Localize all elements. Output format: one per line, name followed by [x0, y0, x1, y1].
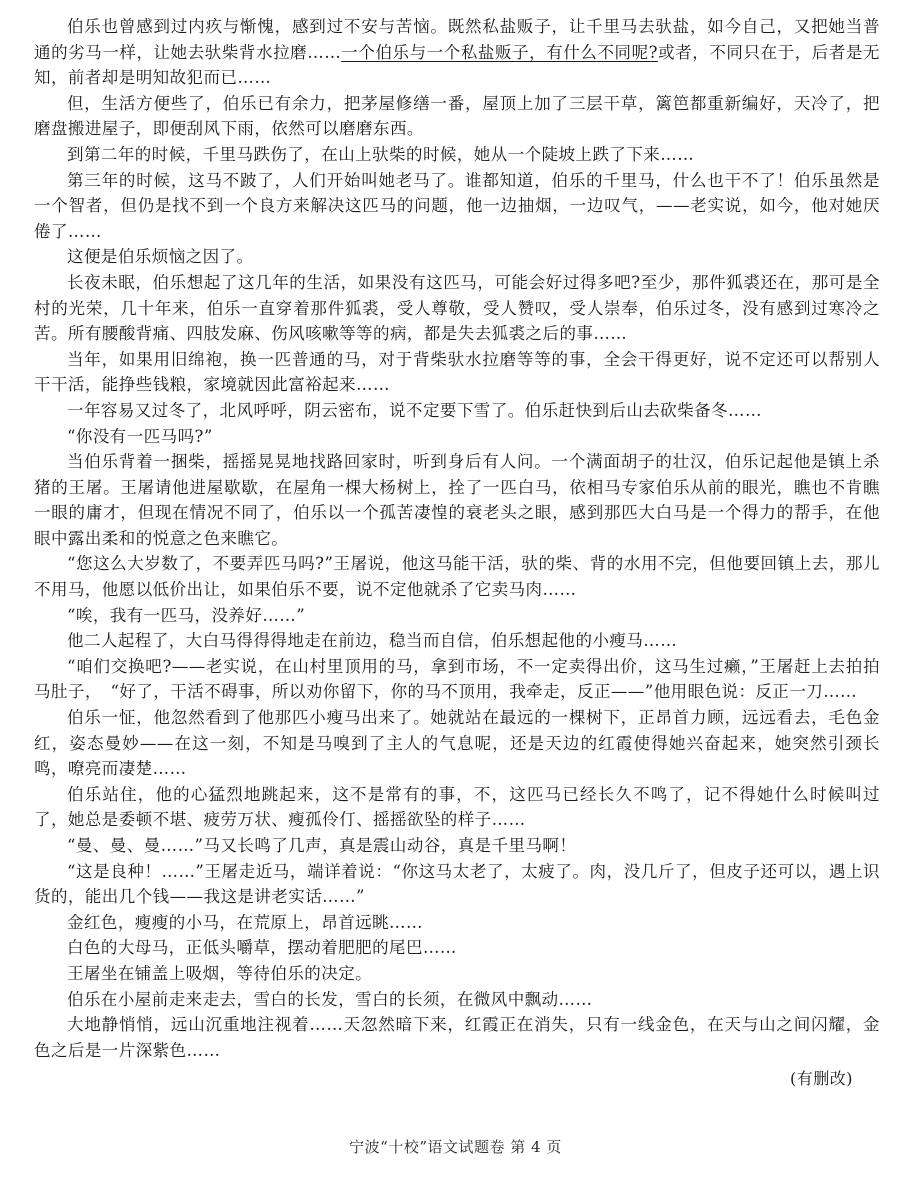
paragraph: 伯乐一怔，他忽然看到了他那匹小瘦马出来了。她就站在最远的一棵树下，正昂首力顾，远远看去，毛色金红，姿态曼妙——在这一刻，不知是马嗅到了主人的气息呢，还是天边的红霞使得她兴奋起来，她突然引颈长鸣，嘹亮而凄楚…… [34, 708, 880, 779]
paragraph: 但，生活方便些了，伯乐已有余力，把茅屋修缮一番，屋顶上加了三层干草，篱笆都重新编好，天冷了，把磨盘搬进屋子，即便刮风下雨，依然可以磨磨东西。 [34, 93, 880, 139]
paragraph: 他二人起程了，大白马得得得地走在前边，稳当而自信，伯乐想起他的小瘦马…… [67, 631, 678, 651]
paragraph: 当年，如果用旧绵袍，换一匹普通的马，对于背柴驮水拉磨等等的事，全会干得更好，说不定还可以帮别人干干活，能挣些钱粮，家境就因此富裕起来…… [34, 349, 880, 395]
footer-text: 宁波“十校”语文试题卷 第 4 页 [349, 1138, 562, 1156]
source-note: (有删改) [790, 1069, 853, 1088]
article-body [34, 14, 880, 1063]
paragraph: 白色的大母马，正低头嚼草，摆动着肥肥的尾巴…… [67, 938, 457, 958]
paragraph: “曼、曼、曼……”马又长鸣了几声，真是震山动谷，真是千里马啊！ [67, 836, 577, 855]
paragraph: 当伯乐背着一捆柴，摇摇晃晃地找路回家时，听到身后有人问。一个满面胡子的壮汉，伯乐记起他是镇上杀猪的王屠。王屠请他进屋歇歇，在屋角一棵大杨树上，拴了一匹白马，依相马专家伯乐从前的眼光，瞧也不肯瞧一眼的庸才，但现在情况不同了，伯乐以一个孤苦凄惶的衰老头之眼，感到那匹大白马是一个得力的帮手，在他眼中露出柔和的悦意之色来瞧它。 [34, 452, 880, 548]
paragraph: “咱们交换吧?——老实说，在山村里顶用的马，拿到市场，不一定卖得出价，这马生过癞，”王屠赶上去拍拍马肚子， “好了，干活不碍事，所以劝你留下，你的马不顶用，我牵走，反正——”他用眼色说：反正一刀…… [34, 656, 880, 702]
page-footer [0, 1136, 911, 1157]
paragraph: “这是良种！……”王屠走近马，端详着说：“你这马太老了，太疲了。肉，没几斤了，但皮子还可以，遇上识货的，能出几个钱——我这是讲老实话……” [34, 861, 880, 907]
paragraph: 到第二年的时候，千里马跌伤了，在山上驮柴的时候，她从一个陡坡上跌了下来…… [67, 144, 695, 164]
paragraph: 一年容易又过冬了，北风呼呼，阴云密布，说不定要下雪了。伯乐赶快到后山去砍柴备冬…… [67, 400, 762, 420]
paragraph: 伯乐站住，他的心猛烈地跳起来，这不是常有的事，不，这匹马已经长久不鸣了，记不得她什么时候叫过了，她总是委顿不堪、疲劳万状、瘦孤伶仃、摇摇欲坠的样子…… [34, 784, 880, 830]
paragraph: “您这么大岁数了，不要弄匹马吗?”王屠说，他这马能干活，驮的柴、背的水用不完，但他要回镇上去，那儿不用马，他愿以低价出让，如果伯乐不要，说不定他就杀了它卖马肉…… [34, 554, 880, 600]
paragraph: 第三年的时候，这马不跛了，人们开始叫她老马了。谁都知道，伯乐的千里马，什么也干不了！伯乐虽然是一个智者，但仍是找不到一个良方来解决这匹马的问题，他一边抽烟，一边叹气，——老实说，如今，他对她厌倦了…… [34, 170, 880, 241]
underlined-sentence: 一个伯乐与一个私盐贩子，有什么不同呢? [341, 42, 658, 62]
paragraph: 大地静悄悄，远山沉重地注视着……天忽然暗下来，红霞正在消失，只有一线金色，在天与山之间闪耀，金色之后是一片深紫色…… [34, 1015, 880, 1060]
paragraph: 伯乐在小屋前走来走去，雪白的长发，雪白的长须，在微风中飘动…… [67, 989, 593, 1009]
paragraph: 伯乐也曾感到过内疚与惭愧，感到过不安与苦恼。既然私盐贩子，让千里马去驮盐，如今自己，又把她当普通的劣马一样，让她去驮柴背水拉磨……一个伯乐与一个私盐贩子，有什么不同呢?或者，不同只在于，后者是无知，前者却是明知故犯而已…… [34, 17, 880, 88]
paragraph: “唉，我有一匹马，没养好……” [67, 605, 306, 625]
paragraph: “你没有一匹马吗?” [67, 426, 213, 446]
paragraph: 这便是伯乐烦恼之因了。 [67, 247, 254, 267]
paragraph: 长夜未眠，伯乐想起了这几年的生活，如果没有这匹马，可能会好过得多吧?至少，那件狐裘还在，那可是全村的光荣，几十年来，伯乐一直穿着那件狐裘，受人尊敬，受人赞叹，受人崇奉，伯乐过冬，没有感到过寒冷之苦。所有腰酸背痛、四肢发麻、伤风咳嗽等等的病，都是失去狐裘之后的事…… [34, 272, 880, 344]
paragraph: 金红色，瘦瘦的小马，在荒原上，昂首远眺…… [67, 912, 423, 932]
paragraph: 王屠坐在铺盖上吸烟，等待伯乐的决定。 [67, 963, 373, 983]
